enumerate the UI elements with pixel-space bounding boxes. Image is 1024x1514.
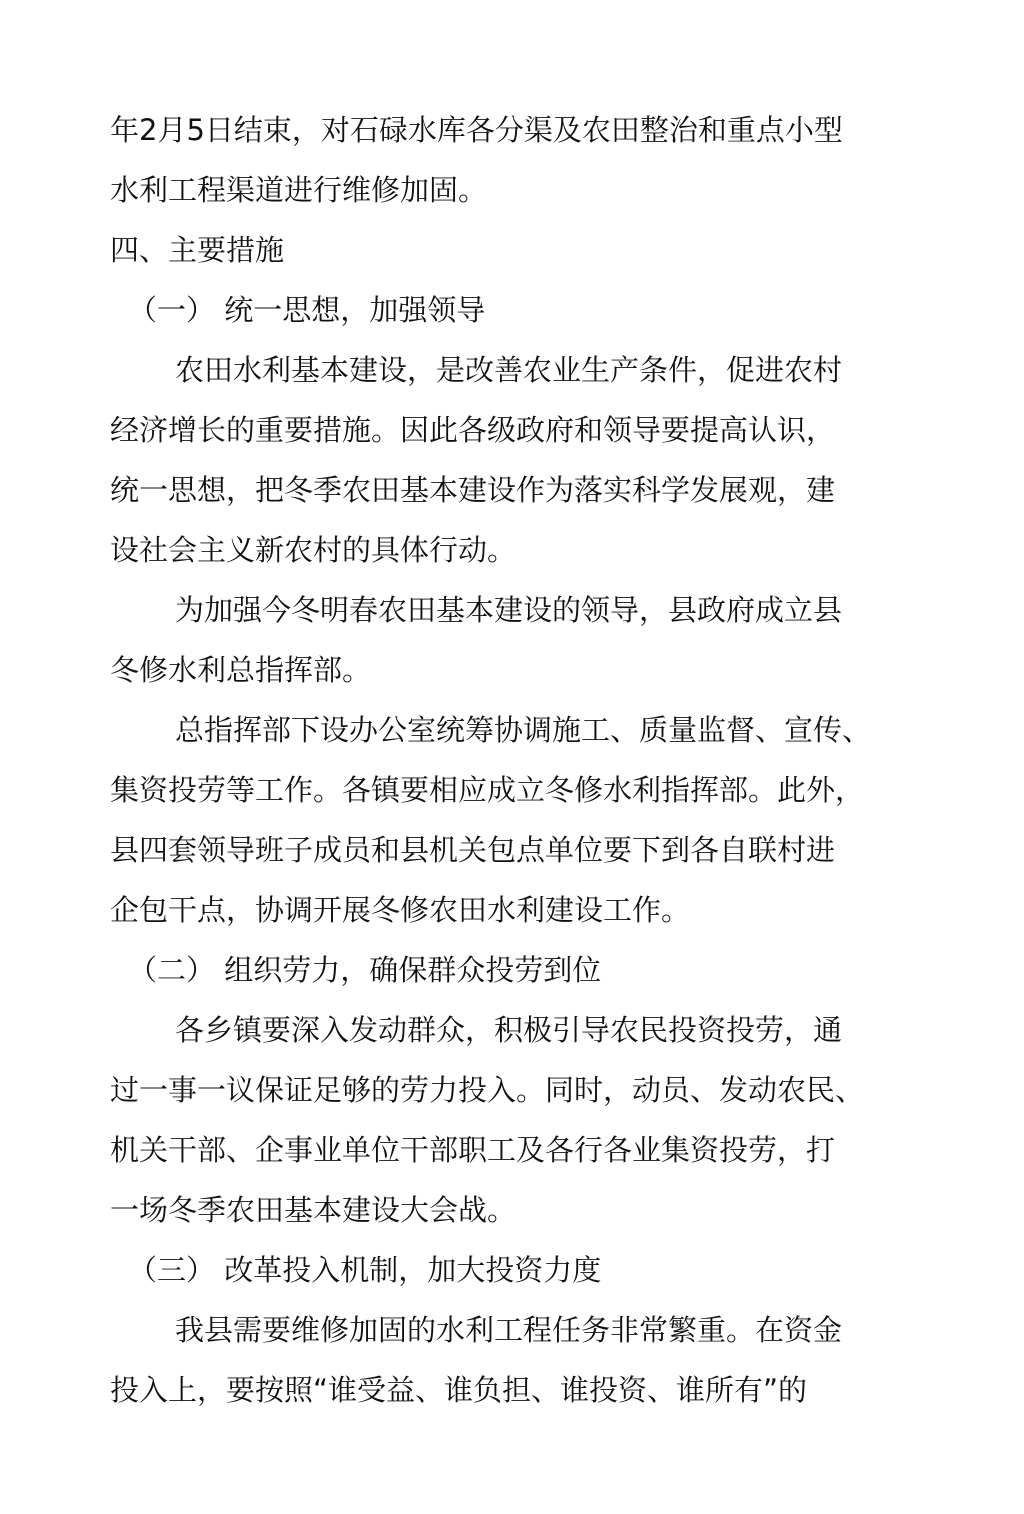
section-heading: 四、主要措施 <box>110 233 285 267</box>
body-text-line: 设社会主义新农村的具体行动。 <box>110 533 517 567</box>
body-text-line: 统一思想，把冬季农田基本建设作为落实科学发展观，建 <box>110 473 836 507</box>
paragraph-first-line: 总指挥部下设办公室统筹协调施工、质量监督、宣传、 <box>175 713 872 747</box>
paragraph-first-line: 为加强今冬明春农田基本建设的领导，县政府成立县 <box>175 593 843 627</box>
body-text-line: 一场冬季农田基本建设大会战。 <box>110 1193 517 1227</box>
body-text-line: 年2月5日结束，对石碌水库各分渠及农田整治和重点小型 <box>110 113 843 147</box>
paragraph-first-line: 各乡镇要深入发动群众，积极引导农民投资投劳，通 <box>175 1013 843 1047</box>
body-text-line: 县四套领导班子成员和县机关包点单位要下到各自联村进 <box>110 833 836 867</box>
body-text-line: 集资投劳等工作。各镇要相应成立冬修水利指挥部。此外， <box>110 773 865 807</box>
subsection-heading: （三） 改革投入机制，加大投资力度 <box>128 1253 602 1287</box>
subsection-heading: （一） 统一思想，加强领导 <box>128 293 486 327</box>
body-text-line: 企包干点，协调开展冬修农田水利建设工作。 <box>110 893 691 927</box>
body-text-line: 过一事一议保证足够的劳力投入。同时，动员、发动农民、 <box>110 1073 865 1107</box>
body-text-line: 机关干部、企事业单位干部职工及各行各业集资投劳，打 <box>110 1133 836 1167</box>
body-text-line: 水利工程渠道进行维修加固。 <box>110 173 488 207</box>
body-text-line: 冬修水利总指挥部。 <box>110 653 372 687</box>
body-text-line: 投入上，要按照“谁受益、谁负担、谁投资、谁所有”的 <box>110 1373 808 1407</box>
paragraph-first-line: 我县需要维修加固的水利工程任务非常繁重。在资金 <box>175 1313 843 1347</box>
paragraph-first-line: 农田水利基本建设，是改善农业生产条件，促进农村 <box>175 353 843 387</box>
body-text-line: 经济增长的重要措施。因此各级政府和领导要提高认识， <box>110 413 836 447</box>
subsection-heading: （二） 组织劳力，确保群众投劳到位 <box>128 953 602 987</box>
